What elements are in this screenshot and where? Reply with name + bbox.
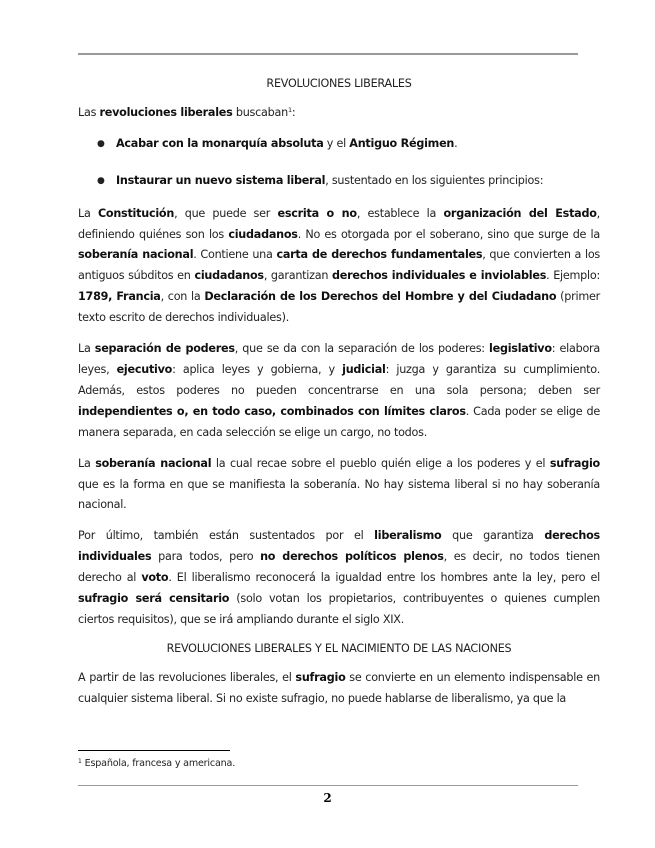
bold-term: sufragio [295,670,346,684]
list-item: ● Acabar con la monarquía absoluta y el Antiguo Régimen. [78,134,600,155]
footnote-text: Española, francesa y americana. [84,758,236,769]
body-paragraph [78,204,600,329]
bold-term: no derechos políticos plenos [260,550,444,564]
bold-term: 1789, Francia [78,290,161,304]
text-run: , con la [160,290,205,304]
text-run: , que convierten a los antiguos súbditos en [78,248,600,283]
bullet-icon: ● [97,138,105,149]
text-run: , garantizan [263,269,333,283]
bold-term: Constitución [97,206,175,220]
body-paragraph [78,668,600,710]
text-run: que es la forma en que se manifiesta la soberanía. No hay sistema liberal si no hay soberanía nacional. [78,477,600,512]
intro-paragraph: Las revoluciones liberales buscaban$^1$: [78,105,296,119]
text-run: . Cada poder se elige de manera separada, en cada selección se elige un cargo, no todos. [78,404,600,439]
text-run: , que puede ser [174,206,278,220]
footnote-ref: 1 [287,105,292,114]
bold-term: sufragio [549,456,600,470]
bold-term: derechos individuales e inviolables [332,269,547,283]
bold-term: ciudadanos [194,269,264,283]
text-run: , definiendo quiénes son los [78,206,600,241]
text-run: . Ejemplo: [546,269,600,283]
text-run: (primer texto escrito de derechos individuales). [78,290,600,325]
text-run: La [78,342,95,356]
text-run: la cual recae sobre el pueblo quién elige a los poderes y el [211,456,550,470]
text-run: (solo votan los propietarios, contribuyentes o quienes cumplen ciertos requisitos), que se irá ampliando durante el siglo XIX. [78,592,600,626]
text-run: , es decir, no todos tienen derecho al [78,550,600,585]
bold-term: organización del Estado [443,206,597,220]
bold-term: Declaración de los Derechos del Hombre y del Ciudadano [204,290,557,304]
text-run: se convierte en un elemento indispensable en cualquier sistema liberal. Si no existe sufragio, no puede hablarse de liberalismo, ya que la [78,670,600,705]
section-heading: REVOLUCIONES LIBERALES [266,77,412,90]
text-run: . El liberalismo reconocerá la igualdad entre los hombres ante la ley, pero el [168,571,600,585]
bold-term: ejecutivo [116,362,173,376]
text-run: : aplica leyes y gobierna, y [172,362,343,376]
list-item: ● Instaurar un nuevo sistema liberal, sustentado en los siguientes principios: [78,171,600,192]
bold-term: soberanía nacional [78,248,194,262]
footnote-rule [78,750,230,751]
principles-list [78,134,600,192]
body-paragraph [78,454,600,517]
text-run: para todos, pero [151,550,261,564]
bold-term: legislativo [489,342,552,356]
text-run: , establece la [356,206,444,220]
bold-term: separación de poderes [94,342,235,356]
text-run: . No es otorgada por el soberano, sino que surge de la [297,227,600,241]
body-paragraph [78,339,600,444]
footnote-mark: 1 [78,758,82,765]
bold-term: ciudadanos [228,227,298,241]
text-run: La [78,456,96,470]
bold-term: escrita o no [277,206,357,220]
text-run: : elabora leyes, [78,342,600,376]
text-run: que garantiza [441,529,545,543]
body-paragraph [78,526,600,631]
bold-term: derechos individuales [78,529,600,564]
text-run: , que se da con la separación de los poderes: [234,342,490,356]
section-heading-2: REVOLUCIONES LIBERALES Y EL NACIMIENTO DE LAS NACIONES [166,641,512,655]
bold-term: independientes o, en todo caso, combinados con límites claros [78,404,466,418]
header-rule [78,53,578,55]
intro-bold: revoluciones liberales [99,105,233,119]
bold-term: judicial [342,362,386,376]
bullet-icon: ● [97,175,105,186]
text-run: . Contiene una [193,248,277,262]
text-run: : juzga y garantiza su cumplimiento. Además, estos poderes no pueden concentrarse en una sola persona; deben ser [78,362,601,397]
bold-term: carta de derechos fundamentales [276,248,483,262]
text-run: La [78,206,98,220]
text-run: Por último, también están sustentados por el [78,529,375,543]
text-run: A partir de las revoluciones liberales, el [78,670,296,684]
page-content [78,74,600,720]
bold-term: sufragio será censitario [78,592,230,606]
bold-term: voto [141,571,169,585]
bold-term: liberalismo [374,529,442,543]
bold-term: soberanía nacional [95,456,212,470]
footnote [78,757,235,771]
footer-rule [78,785,578,786]
page-number: 2 [323,791,332,805]
